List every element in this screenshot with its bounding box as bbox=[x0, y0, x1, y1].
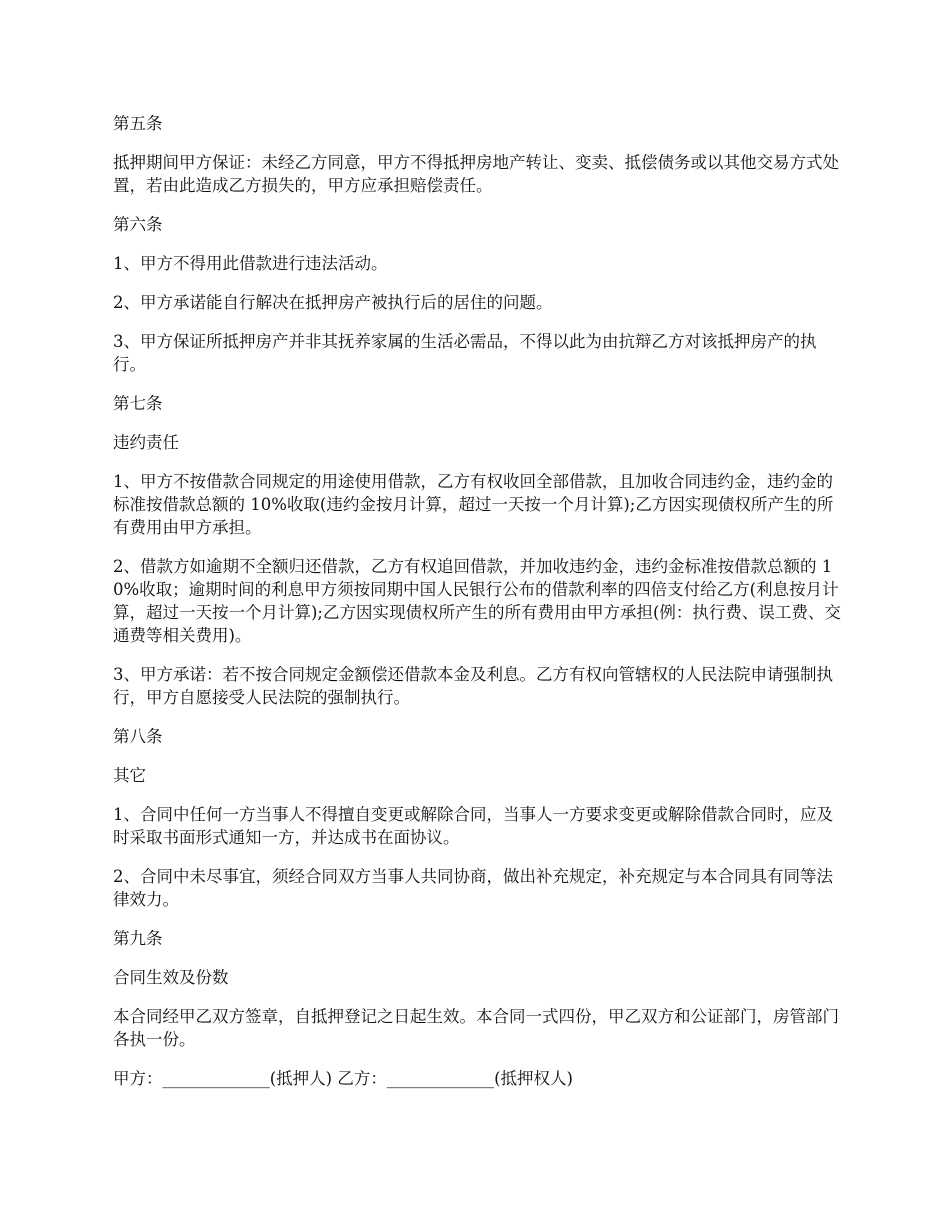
article-7-item-3: 3、甲方承诺：若不按合同规定金额偿还借款本金及利息。乙方有权向管辖权的人民法院申请强制执行，甲方自愿接受人民法院的强制执行。 bbox=[113, 665, 833, 707]
article-7-item-1: 1、甲方不按借款合同规定的用途使用借款，乙方有权收回全部借款，且加收合同违约金，违约金的标准按借款总额的 10%收取(违约金按月计算，超过一天按一个月计算);乙方因实现债权所产生的所有费用由甲方承担。 bbox=[113, 472, 834, 537]
party-b-label: 乙方： bbox=[332, 1069, 387, 1088]
article-8-item-1: 1、合同中任何一方当事人不得擅自变更或解除合同，当事人一方要求变更或解除借款合同时，应及时采取书面形式通知一方，并达成书在面协议。 bbox=[113, 805, 833, 847]
contract-page bbox=[113, 112, 843, 1090]
signature-line bbox=[113, 1067, 843, 1090]
article-8-title: 其它 bbox=[113, 766, 146, 785]
article-5-heading: 第五条 bbox=[113, 114, 163, 133]
party-b-role: (抵押权人) bbox=[494, 1069, 573, 1088]
party-a-signature-blank: _____________ bbox=[162, 1069, 270, 1088]
article-5-guarantee: 抵押期间甲方保证：未经乙方同意，甲方不得抵押房地产转让、变卖、抵偿债务或以其他交易方式处置，若由此造成乙方损失的，甲方应承担赔偿责任。 bbox=[113, 153, 839, 195]
article-7-heading: 第七条 bbox=[113, 394, 163, 413]
article-7-item-2: 2、借款方如逾期不全额归还借款，乙方有权追回借款，并加收违约金，违约金标准按借款总额的 10%收取；逾期时间的利息甲方须按同期中国人民银行公布的借款利率的四倍支付给乙方(利息按月计算，超过一天按一个月计算);乙方因实现债权所产生的所有费用由甲方承担(例：执行费、误工费、交通费等相关费用)。 bbox=[113, 557, 841, 645]
party-a-role: (抵押人) bbox=[269, 1069, 333, 1088]
article-6-item-1: 1、甲方不得用此借款进行违法活动。 bbox=[113, 254, 388, 273]
article-6-item-2: 2、甲方承诺能自行解决在抵押房产被执行后的居住的问题。 bbox=[113, 293, 553, 312]
party-a-label: 甲方： bbox=[113, 1069, 163, 1088]
article-9-heading: 第九条 bbox=[113, 929, 163, 948]
article-6-item-3: 3、甲方保证所抵押房产并非其抚养家属的生活必需品，不得以此为由抗辩乙方对该抵押房产的执行。 bbox=[113, 332, 817, 374]
article-7-title: 违约责任 bbox=[113, 433, 179, 452]
article-9-content: 本合同经甲乙双方签章，自抵押登记之日起生效。本合同一式四份，甲乙双方和公证部门，房管部门各执一份。 bbox=[113, 1007, 839, 1049]
article-6-heading: 第六条 bbox=[113, 215, 163, 234]
party-b-signature-blank: _____________ bbox=[386, 1069, 495, 1088]
article-8-item-2: 2、合同中未尽事宜，须经合同双方当事人共同协商，做出补充规定，补充规定与本合同具有同等法律效力。 bbox=[113, 867, 833, 909]
article-9-title: 合同生效及份数 bbox=[113, 968, 229, 987]
article-8-heading: 第八条 bbox=[113, 727, 163, 746]
